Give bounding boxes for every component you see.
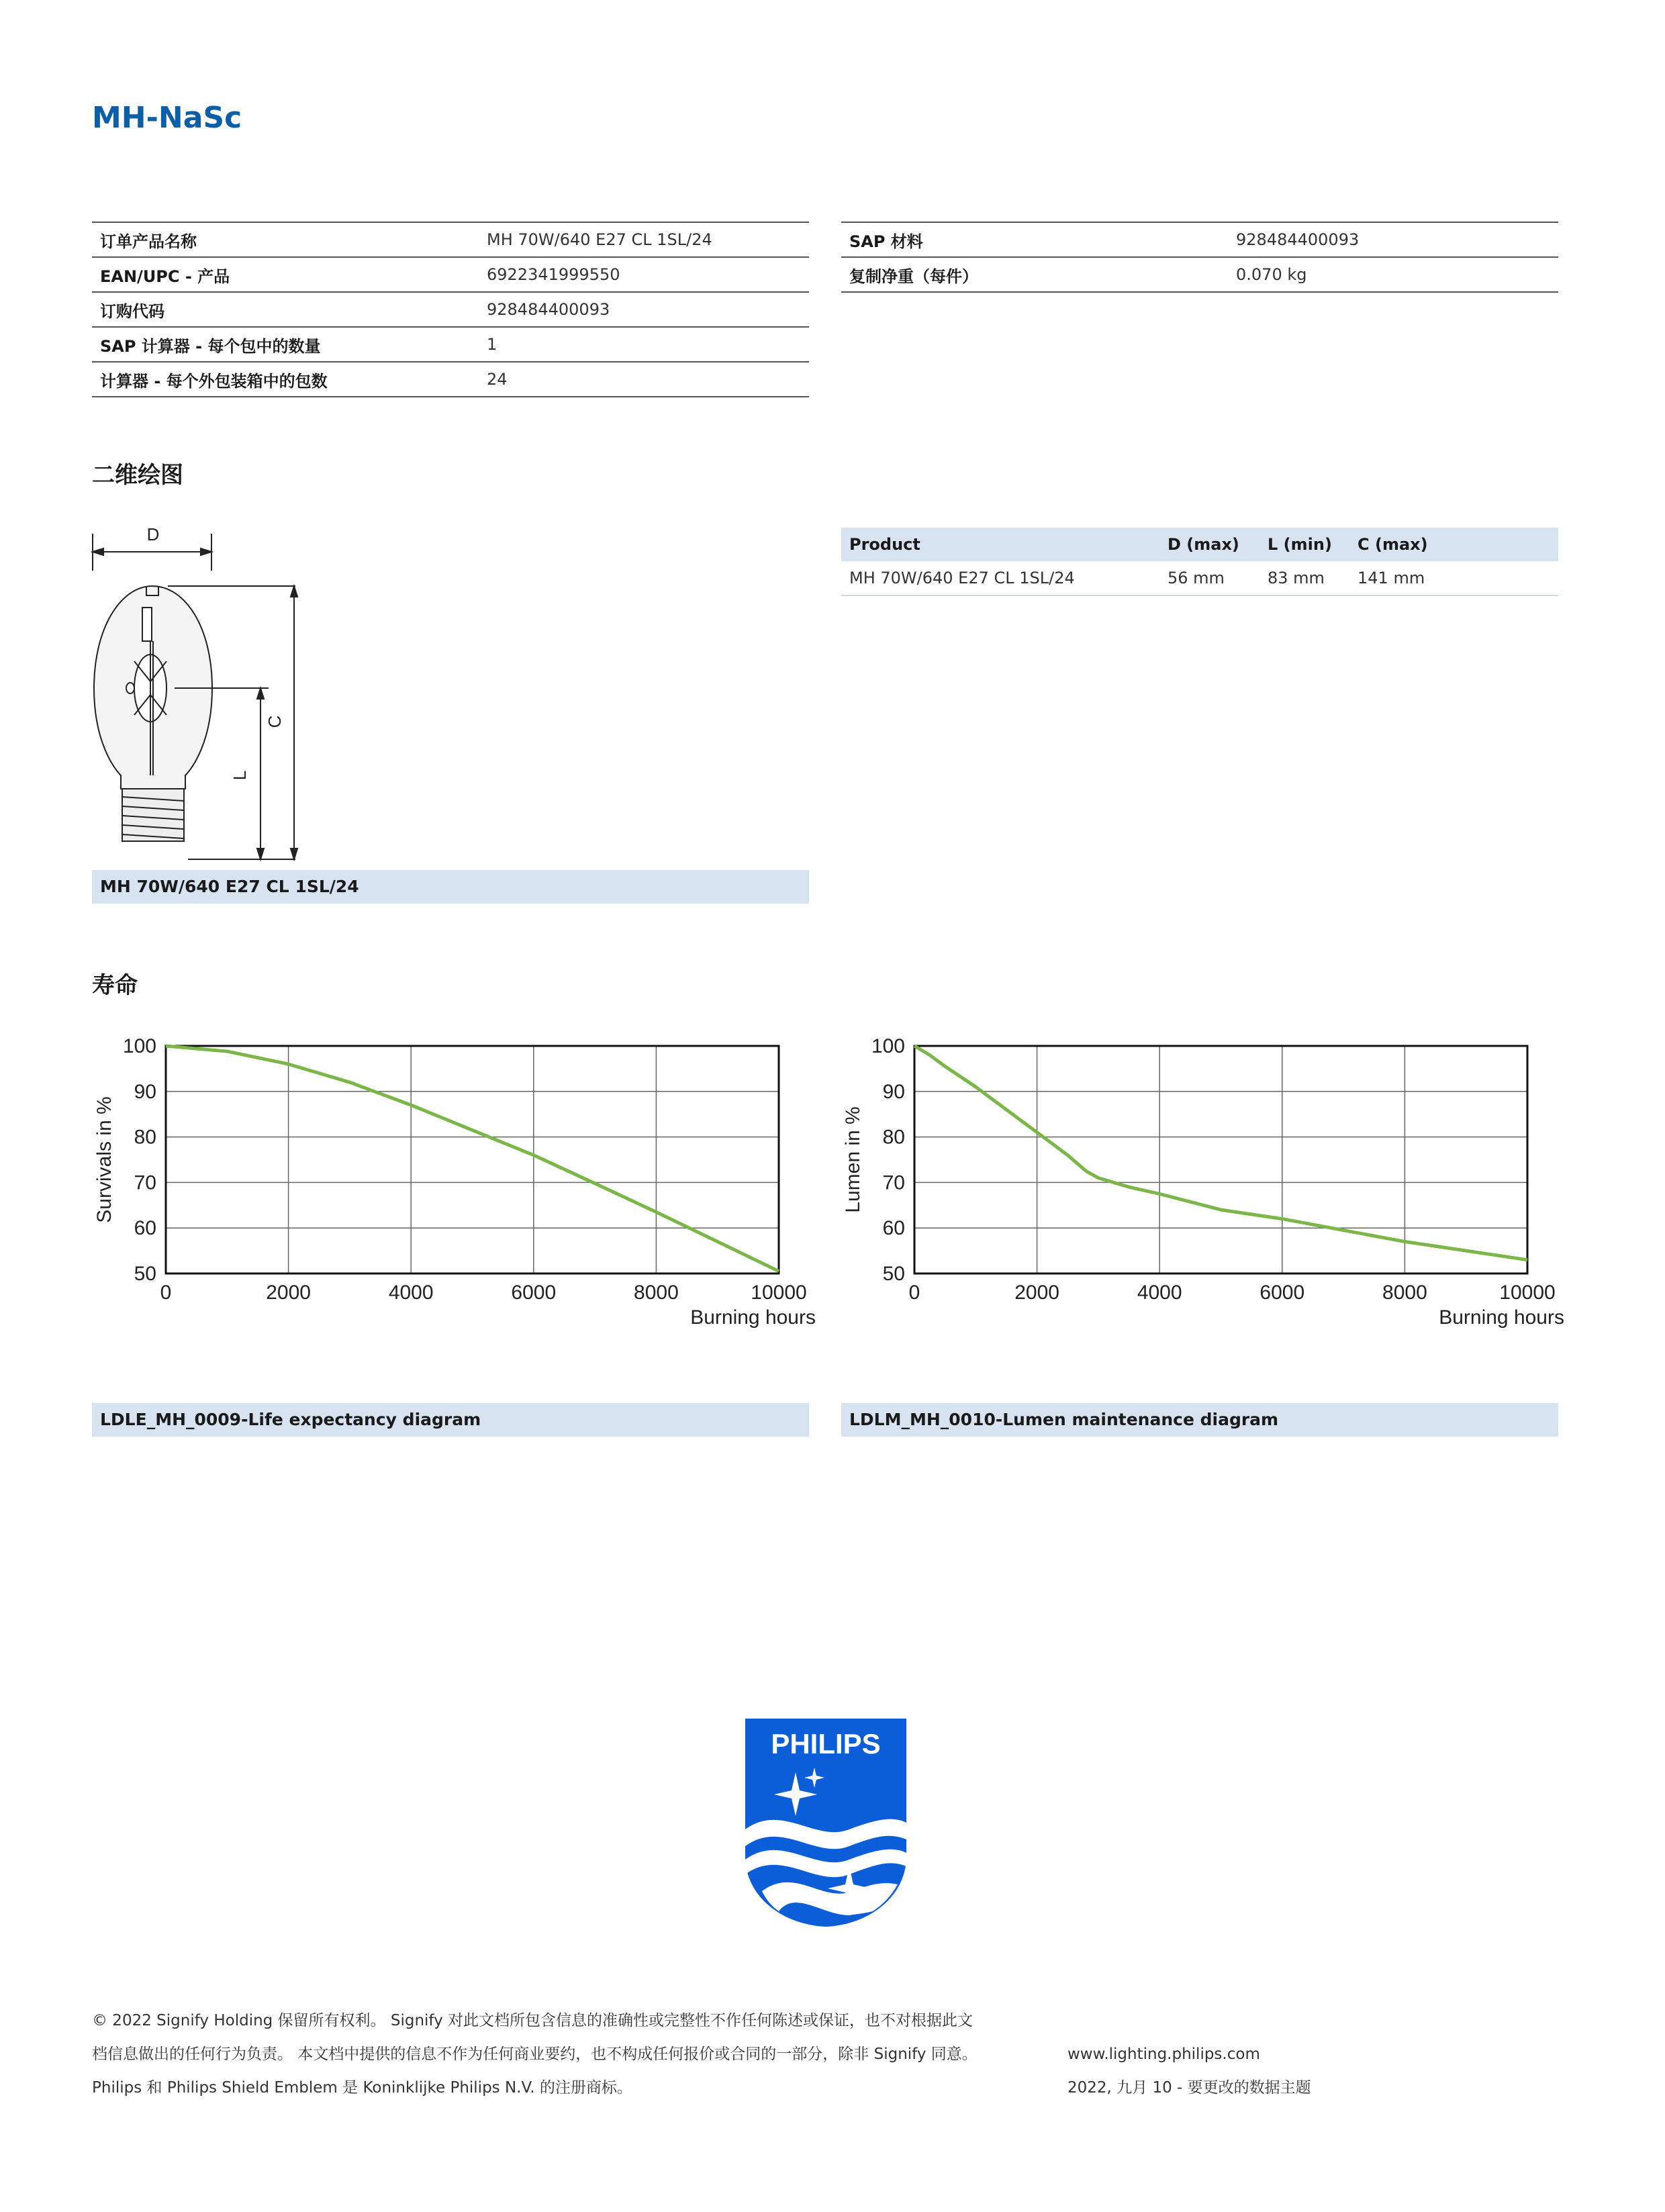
y-tick-label: 70 — [134, 1171, 156, 1194]
logo-wordmark: PHILIPS — [771, 1728, 881, 1760]
lumen-chart-caption: LDLM_MH_0010-Lumen maintenance diagram — [841, 1403, 1558, 1437]
plot-frame — [914, 1046, 1527, 1273]
spec-value: 1 — [479, 327, 809, 362]
life-section-title: 寿命 — [92, 972, 138, 999]
drawing-caption: MH 70W/640 E27 CL 1SL/24 — [92, 870, 809, 904]
y-axis-label: Lumen in % — [842, 1106, 864, 1213]
spec-value: 0.070 kg — [1228, 257, 1558, 292]
lumen-maintenance-chart — [836, 1027, 1568, 1343]
x-tick-label: 4000 — [388, 1282, 434, 1304]
y-tick-label: 90 — [882, 1080, 905, 1103]
dimension-label-c: C — [265, 715, 285, 728]
dimension-label-l: L — [230, 770, 250, 781]
spec-value: 24 — [479, 362, 809, 397]
philips-shield-logo — [742, 1715, 910, 1930]
spec-label: 订单产品名称 — [92, 222, 479, 257]
y-axis-label: Survivals in % — [93, 1096, 115, 1223]
spec-row — [92, 257, 809, 292]
y-tick-label: 60 — [134, 1217, 156, 1240]
x-tick-label: 0 — [160, 1282, 172, 1304]
spec-row — [841, 257, 1558, 292]
footer-website[interactable]: www.lighting.philips.com — [1067, 2046, 1260, 2063]
spec-value: 928484400093 — [1228, 222, 1558, 257]
x-tick-label: 0 — [908, 1282, 920, 1304]
y-tick-label: 60 — [882, 1217, 905, 1240]
x-axis-label: Burning hours — [690, 1306, 816, 1329]
spec-value: MH 70W/640 E27 CL 1SL/24 — [479, 222, 809, 257]
y-tick-label: 50 — [882, 1263, 905, 1285]
y-tick-label: 80 — [134, 1126, 156, 1149]
spec-label: 订购代码 — [92, 292, 479, 327]
plot-frame — [166, 1046, 779, 1273]
dim-header-product: Product — [841, 528, 1159, 561]
spec-label: EAN/UPC - 产品 — [92, 257, 479, 292]
footer-copyright-line1: © 2022 Signify Holding 保留所有权利。 Signify 对此文档所包含信息的准确性或完整性不作任何陈述或保证，也不对根据此文 — [92, 2012, 973, 2029]
spec-row — [92, 292, 809, 327]
x-axis-label: Burning hours — [1439, 1306, 1564, 1329]
spec-table-left — [92, 222, 809, 397]
y-tick-label: 100 — [122, 1035, 156, 1057]
y-tick-label: 90 — [134, 1080, 156, 1103]
x-tick-label: 8000 — [1382, 1282, 1427, 1304]
x-tick-label: 10000 — [751, 1282, 807, 1304]
footer-date: 2022, 九月 10 - 要更改的数据主题 — [1067, 2079, 1311, 2097]
x-tick-label: 2000 — [1014, 1282, 1059, 1304]
y-tick-label: 100 — [871, 1035, 905, 1057]
x-tick-label: 2000 — [266, 1282, 311, 1304]
dim-cell: 141 mm — [1349, 561, 1558, 595]
spec-value: 6922341999550 — [479, 257, 809, 292]
spec-row — [92, 222, 809, 257]
x-tick-label: 6000 — [511, 1282, 557, 1304]
spec-table-right — [841, 222, 1558, 293]
spec-value: 928484400093 — [479, 292, 809, 327]
dim-header-d: D (max) — [1159, 528, 1259, 561]
spec-label: SAP 计算器 - 每个包中的数量 — [92, 327, 479, 362]
y-tick-label: 80 — [882, 1126, 905, 1149]
spec-row — [92, 362, 809, 397]
lamp-drawing — [87, 520, 316, 869]
x-tick-label: 8000 — [634, 1282, 679, 1304]
y-tick-label: 70 — [882, 1171, 905, 1194]
dim-cell: MH 70W/640 E27 CL 1SL/24 — [841, 561, 1159, 595]
dim-cell: 56 mm — [1159, 561, 1259, 595]
footer-copyright-line2: 档信息做出的任何行为负责。 本文档中提供的信息不作为任何商业要约，也不构成任何报价或合同的一部分，除非 Signify 同意。 — [92, 2046, 978, 2063]
footer-trademark: Philips 和 Philips Shield Emblem 是 Koninklijke Philips N.V. 的注册商标。 — [92, 2079, 632, 2097]
spec-label: 复制净重（每件） — [841, 257, 1228, 292]
dim-header-c: C (max) — [1349, 528, 1558, 561]
page-title: MH-NaSc — [92, 101, 242, 135]
dimension-label-d: D — [146, 524, 160, 544]
x-tick-label: 4000 — [1137, 1282, 1182, 1304]
dim-header-l: L (min) — [1259, 528, 1349, 561]
spec-row — [841, 222, 1558, 257]
dimension-table — [841, 528, 1558, 596]
spec-label: SAP 材料 — [841, 222, 1228, 257]
x-tick-label: 10000 — [1499, 1282, 1556, 1304]
series-line — [166, 1046, 779, 1271]
y-tick-label: 50 — [134, 1263, 156, 1285]
drawing-section-title: 二维绘图 — [92, 462, 183, 489]
spec-label: 计算器 - 每个外包装箱中的包数 — [92, 362, 479, 397]
table-row — [841, 561, 1558, 595]
life-expectancy-chart — [87, 1027, 819, 1343]
life-chart-caption: LDLE_MH_0009-Life expectancy diagram — [92, 1403, 809, 1437]
x-tick-label: 6000 — [1259, 1282, 1305, 1304]
dim-cell: 83 mm — [1259, 561, 1349, 595]
spec-row — [92, 327, 809, 362]
